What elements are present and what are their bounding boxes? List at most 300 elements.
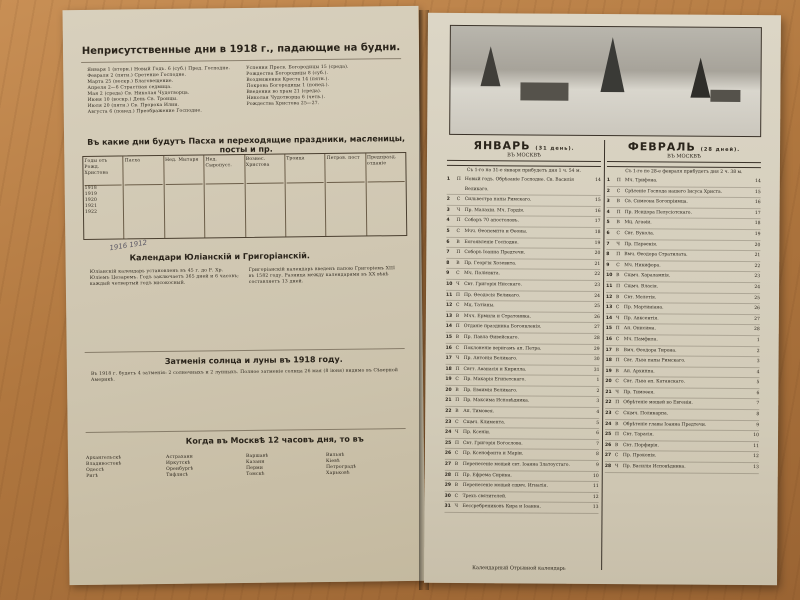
- new-style-date: 6: [756, 390, 760, 396]
- new-style-date: 29: [593, 346, 600, 352]
- new-style-date: 22: [594, 272, 601, 278]
- saints-text: Пр. Максима Исповѣдника.: [463, 398, 530, 404]
- new-style-date: 7: [756, 401, 760, 407]
- weekday: С: [454, 493, 459, 499]
- saints-text: Свтт. Аѳанасія и Кирилла.: [463, 366, 527, 373]
- tree-illustration: [480, 46, 500, 86]
- new-style-date: 14: [595, 177, 601, 183]
- day-number: 12: [605, 294, 613, 300]
- weekday: В: [616, 199, 621, 205]
- new-style-date: 3: [596, 399, 600, 405]
- weekday: С: [614, 453, 619, 459]
- saints-text: Пр. Евѳимія Великаго.: [463, 387, 518, 394]
- weekday: С: [616, 188, 621, 194]
- saints-text: Св. Симеона Богопріимца.: [624, 199, 688, 205]
- new-style-date: 20: [594, 251, 601, 257]
- day-number: 20: [605, 379, 612, 385]
- tree-illustration: [690, 58, 710, 98]
- easter-table-header: Троица: [286, 156, 324, 183]
- day-number: 5: [446, 228, 450, 234]
- february-column: [605, 140, 761, 474]
- city-name: Тифлисѣ: [166, 472, 189, 478]
- weekday: В: [455, 334, 460, 340]
- page-footer: Календарный Отрывной календарь: [472, 565, 566, 572]
- day-number: 15: [445, 334, 453, 340]
- saints-text: Свт. Вукола.: [624, 231, 655, 237]
- weekday: Ч: [456, 207, 461, 213]
- day-number: 8: [446, 260, 450, 266]
- weekday: П: [455, 398, 460, 404]
- text-line: Января 1 (вторн.) Новый Годъ. 6 (суб.) Пред. Господне.: [87, 66, 231, 73]
- weekday: В: [615, 294, 620, 300]
- weekday: В: [456, 239, 460, 245]
- weekday: П: [616, 209, 621, 215]
- city-name: Одессѣ: [86, 467, 105, 473]
- easter-table-header: Петров. пост: [327, 156, 365, 183]
- saints-text: Трехъ святителей.: [462, 493, 507, 500]
- day-number: 7: [606, 241, 610, 247]
- new-style-date: 1: [596, 378, 600, 384]
- weekday: С: [456, 271, 460, 277]
- saints-text: Сщмч. Поликарпа.: [623, 411, 669, 417]
- saints-text: Свт. Льва еп. Катанскаго.: [623, 379, 685, 385]
- saints-text: Ап. Онисима.: [623, 326, 656, 332]
- easter-table-header: Нед. Сыропуст.: [205, 157, 243, 184]
- new-style-date: 11: [592, 484, 599, 490]
- divider: [85, 348, 405, 353]
- column-divider: [601, 140, 605, 570]
- easter-table-column: [366, 153, 406, 235]
- saints-text: Свт. Григорія Нисскаго.: [464, 281, 522, 288]
- february-days-list: [605, 176, 761, 474]
- day-row: [445, 502, 599, 514]
- new-style-date: 21: [594, 261, 601, 267]
- calendars-text-right: Григоріанскій календарь введенъ папою Григоріемъ XIII въ 1582 году. Разница между календарями въ XX вѣкѣ составляетъ 13 дней.: [248, 266, 396, 285]
- month-subtitle: ВЪ МОСКВѢ: [667, 153, 701, 160]
- saints-text: Пр. Тимоѳея.: [623, 390, 655, 396]
- city-name: Казани: [246, 459, 265, 465]
- new-style-date: 25: [594, 304, 600, 310]
- day-number: 22: [445, 408, 452, 415]
- text-line: Покрова Богородицы 1 (понед.).: [246, 82, 330, 89]
- saints-text: Свт. Льва папы Римскаго.: [623, 358, 686, 364]
- day-number: 25: [444, 440, 452, 446]
- noon-city-table: [86, 452, 398, 480]
- saints-text: Пр. Мартиніана.: [623, 305, 664, 311]
- day-number: 19: [445, 377, 452, 383]
- hut-illustration: [520, 82, 568, 100]
- calendars-text-left: Юліанскій календарь установленъ въ 45 г. до Р. Хр. Юліемъ Цезаремъ. Годъ заключаетъ 365 дней и 6 часовъ; каждый четвертый годъ високосный.: [89, 268, 240, 287]
- weekday: П: [454, 440, 459, 446]
- saints-text: Мч. Памфила.: [623, 337, 658, 343]
- saints-text: Сщмч. Харалампія.: [624, 273, 671, 279]
- weekday: С: [455, 345, 460, 351]
- saints-text: Пр. Прокопія.: [622, 453, 657, 459]
- day-number: 21: [445, 398, 452, 404]
- new-style-date: 3: [756, 359, 760, 365]
- day-number: 4: [446, 218, 450, 224]
- saints-text: Соборъ Іоанна Предтечи.: [464, 250, 526, 256]
- day-row: [605, 462, 759, 474]
- new-style-date: 27: [594, 325, 600, 331]
- new-style-date: 24: [594, 293, 601, 299]
- weekday: П: [456, 250, 461, 256]
- day-number: 1: [446, 176, 450, 182]
- saints-text: Вмч. Ѳеодора Тирона.: [623, 347, 677, 354]
- city-name: Харьковѣ: [326, 470, 350, 477]
- saints-text: Отданіе праздника Богоявленія.: [463, 324, 542, 330]
- saints-text: Обрѣтеніе главы Іоанна Предтечи.: [623, 421, 707, 428]
- new-style-date: 17: [754, 210, 761, 216]
- saints-text: Сильвестра папы Римскаго.: [464, 197, 532, 203]
- left-page: [63, 6, 426, 585]
- easter-table-column: [204, 155, 245, 237]
- day-number: 11: [446, 292, 453, 298]
- new-style-date: 11: [753, 443, 759, 449]
- easter-table-column: [83, 156, 124, 238]
- easter-table-year: 1921: [84, 203, 98, 209]
- saints-text: Обрѣтеніе мощей во Евгеніи.: [623, 400, 693, 407]
- easter-table-year: 1919: [84, 191, 98, 197]
- day-number: 10: [606, 273, 613, 279]
- saints-text: Свт. Тарасія.: [623, 432, 654, 438]
- weekday: П: [456, 218, 461, 224]
- city-name: Томскѣ: [246, 471, 265, 477]
- saints-text: Новый годъ. Обрѣзаніе Господне. Св. Василія Великаго.: [464, 177, 574, 192]
- day-number: 30: [444, 493, 451, 499]
- weekday: Ч: [615, 389, 619, 395]
- new-style-date: 19: [594, 240, 601, 246]
- saints-text: Пр. Павла Ѳивейскаго.: [463, 334, 519, 341]
- eclipse-title: Затменія солнца и луны въ 1918 году.: [164, 354, 343, 366]
- new-style-date: 4: [596, 410, 600, 416]
- day-number: 23: [605, 411, 612, 417]
- weekday: В: [455, 387, 459, 393]
- saints-text: Перенесеніе мощей свт. Іоанна Златоустаго.: [462, 462, 570, 468]
- text-line: Николая Чудотворца 6 (четв.).: [246, 94, 326, 101]
- new-style-date: 10: [753, 433, 760, 439]
- day-number: 15: [605, 326, 613, 332]
- easter-table-header: Вознес. Христова: [246, 157, 284, 184]
- new-style-date: 22: [754, 263, 761, 269]
- easter-table-column: [124, 156, 165, 238]
- new-style-date: 25: [754, 295, 761, 301]
- weekday: В: [454, 483, 459, 489]
- weekday: В: [614, 442, 619, 448]
- text-line: Мая 2 (среда) Св. Николая Чудотворца.: [87, 90, 190, 97]
- new-style-date: 1: [756, 337, 760, 344]
- daylength-note: Съ 1-го по 31-е января прибудетъ дня 1 ч. 54 м.: [466, 168, 581, 174]
- day-number: 27: [444, 461, 452, 467]
- weekday: С: [615, 411, 619, 417]
- saints-text: Мч. Никифора.: [624, 262, 661, 269]
- new-style-date: 17: [594, 219, 601, 225]
- saints-text: Мц. Татіаны.: [463, 303, 495, 309]
- city-name: Перми: [246, 465, 264, 471]
- easter-table-title: Въ какие дни будутъ Пасха и переходящие праздники, масленицы, посты и пр.: [87, 134, 406, 155]
- holidays-left-column: [87, 66, 239, 116]
- text-line: Успения Пресв. Богородицы 15 (среда).: [246, 64, 349, 71]
- saints-text: Пр. Ксенофонта и Маріи.: [462, 451, 524, 457]
- city-name: Вильнѣ: [325, 452, 345, 459]
- new-style-date: 12: [592, 494, 599, 500]
- new-style-date: 28: [754, 327, 760, 333]
- weekday: П: [615, 326, 620, 332]
- divider: [81, 58, 401, 63]
- easter-table-column: [285, 154, 326, 236]
- easter-table-column: [245, 154, 286, 236]
- weekday: С: [455, 419, 459, 425]
- weekday: П: [456, 292, 460, 298]
- day-number: 18: [445, 366, 452, 372]
- saints-text: Мчч. Ермила и Стратоника.: [463, 313, 532, 320]
- new-style-date: 10: [593, 473, 599, 479]
- weekday: С: [616, 231, 620, 237]
- saints-text: Ап. Тимоѳея.: [463, 409, 495, 415]
- day-number: 28: [604, 464, 612, 470]
- easter-table-year: 1920: [84, 197, 98, 203]
- weekday: С: [456, 228, 460, 234]
- city-name: Ригѣ: [86, 473, 99, 479]
- january-days-list: [445, 175, 601, 514]
- city-name: Архангельскѣ: [85, 455, 122, 461]
- weekday: П: [615, 432, 620, 438]
- new-style-date: 6: [596, 431, 600, 437]
- day-number: 2: [446, 197, 450, 203]
- weekday: В: [455, 313, 460, 319]
- day-number: 29: [444, 483, 451, 489]
- month-title-january: ЯНВАРЬ (31 день).: [473, 139, 575, 153]
- new-style-date: 2: [756, 348, 760, 354]
- weekday: Ч: [614, 464, 619, 470]
- new-style-date: 18: [754, 221, 761, 227]
- weekday: П: [456, 176, 461, 183]
- new-style-date: 4: [756, 369, 760, 375]
- day-number: 14: [605, 315, 613, 321]
- saints-text: Пр. Ксеніи.: [463, 430, 491, 436]
- saints-text: Мч. Трифона.: [624, 178, 658, 184]
- new-style-date: 12: [753, 454, 759, 460]
- day-number: 24: [445, 430, 452, 436]
- saints-text: Поклоненіе веригамъ ап. Петра.: [463, 345, 542, 352]
- new-style-date: 15: [754, 189, 761, 195]
- weekday: В: [615, 368, 619, 374]
- new-style-date: 2: [596, 388, 600, 394]
- city-name: Иркутскѣ: [166, 460, 191, 466]
- day-number: 4: [606, 209, 610, 215]
- sunrise-sunset-box: [447, 160, 601, 167]
- new-style-date: 26: [594, 314, 600, 320]
- day-number: 3: [446, 207, 450, 213]
- new-style-date: 30: [593, 357, 600, 363]
- new-style-date: 13: [753, 465, 759, 471]
- day-number: 26: [604, 442, 612, 448]
- saints-text: Пр. Макарія Египетскаго.: [463, 377, 526, 383]
- easter-table-header: Нед. Мытаря: [165, 157, 203, 184]
- saints-text: Пр. Исидора Пелусіотскаго.: [624, 209, 692, 216]
- weekday: Ч: [455, 356, 460, 362]
- new-style-date: 18: [594, 229, 601, 235]
- day-number: 2: [606, 188, 610, 194]
- saints-text: Богоявленіе Господне.: [464, 239, 519, 245]
- day-number: 6: [446, 239, 450, 245]
- day-number: 27: [604, 453, 612, 459]
- text-line: Августа 6 (понед.) Преображение Господне.: [87, 108, 202, 115]
- holidays-title: Неприсутственные дни в 1918 г., падающие на будни.: [81, 42, 401, 57]
- saints-text: Мц. Агаѳіи.: [624, 220, 652, 226]
- saints-text: Вмч. Ѳеодора Стратилата.: [624, 252, 688, 258]
- saints-text: Свт. Григорія Богослова.: [462, 440, 523, 447]
- weekday: С: [455, 377, 459, 383]
- day-row: [447, 175, 601, 196]
- divider: [86, 428, 406, 433]
- text-line: Июня 10 (воскр.) День Св. Троицы.: [87, 96, 178, 103]
- new-style-date: 13: [592, 505, 599, 511]
- weekday: П: [616, 178, 621, 184]
- new-style-date: 7: [596, 441, 600, 447]
- city-name: Петроградѣ: [326, 464, 357, 471]
- weekday: С: [455, 303, 460, 309]
- day-number: 23: [445, 419, 452, 425]
- text-line: Марта 25 (воскр.) Благовещение.: [87, 78, 174, 85]
- weekday: С: [615, 379, 619, 385]
- weekday: П: [615, 400, 620, 406]
- new-style-date: 8: [596, 452, 599, 458]
- saints-text: Бессребрениковъ Кира и Іоанна.: [462, 504, 541, 510]
- text-line: Введения во храм 21 (среда).: [246, 89, 322, 95]
- easter-table-header: Пасха: [125, 158, 163, 185]
- day-number: 26: [444, 451, 452, 457]
- holidays-list: [87, 64, 398, 116]
- weekday: П: [616, 284, 621, 290]
- saints-text: Срѣтеніе Господа нашего Іисуса Христа.: [624, 188, 723, 195]
- new-style-date: 14: [755, 179, 761, 185]
- saints-text: Свт. Порфирія.: [622, 442, 659, 449]
- day-number: 7: [446, 250, 450, 256]
- day-number: 13: [605, 305, 613, 311]
- new-style-date: 23: [594, 282, 601, 288]
- january-column: [445, 139, 602, 514]
- saints-text: Пр. Антонія Великаго.: [463, 356, 518, 362]
- month-title-february: ФЕВРАЛЬ (28 дней).: [627, 140, 741, 154]
- new-style-date: 23: [754, 274, 761, 280]
- day-number: 18: [605, 358, 612, 364]
- text-line: Февраля 2 (пятн.) Сретение Господне.: [87, 72, 187, 79]
- easter-table-year: 1922: [84, 209, 98, 215]
- sunrise-sunset-box: [607, 161, 761, 168]
- saints-text: Пр. Василія Исповѣдника.: [622, 464, 686, 470]
- holidays-right-column: [246, 64, 398, 114]
- weekday: П: [616, 252, 621, 258]
- saints-text: Свт. Мелетія.: [623, 294, 657, 300]
- new-style-date: 9: [756, 422, 760, 428]
- weekday: Ч: [455, 430, 459, 436]
- weekday: С: [456, 197, 461, 203]
- easter-table-header: Годы отъ Рожд. Христова: [84, 158, 122, 185]
- calendars-text: [90, 266, 400, 288]
- day-number: 11: [606, 283, 613, 290]
- weekday: В: [615, 421, 619, 427]
- day-number: 6: [606, 230, 610, 237]
- noon-table-title: Когда въ Москвѣ 12 часовъ дня, то въ: [185, 434, 364, 446]
- easter-table-column: [326, 154, 367, 236]
- day-number: 17: [605, 347, 612, 353]
- text-line: Рождества Христова 25—27.: [246, 101, 320, 107]
- new-style-date: 28: [593, 335, 600, 341]
- new-style-date: 15: [594, 198, 601, 204]
- weekday: П: [615, 358, 620, 364]
- saints-text: Пр. Ѳеодосія Великаго.: [464, 292, 521, 298]
- weekday: Ч: [615, 315, 620, 321]
- day-number: 3: [606, 199, 610, 205]
- day-number: 28: [444, 472, 452, 478]
- saints-text: Соборъ 70 апостоловъ.: [464, 218, 519, 224]
- new-style-date: 21: [754, 253, 761, 259]
- saints-text: Перенесеніе мощей сщмч. Игнатія.: [462, 483, 548, 489]
- day-number: 17: [445, 355, 452, 362]
- tree-illustration: [600, 37, 624, 92]
- easter-table: [82, 152, 407, 240]
- saints-text: Сщмч. Климента.: [463, 419, 506, 425]
- new-style-date: 31: [593, 367, 600, 373]
- day-number: 12: [445, 303, 453, 309]
- new-style-date: 24: [754, 284, 761, 291]
- weekday: В: [455, 409, 459, 415]
- new-style-date: 26: [754, 306, 760, 312]
- text-line: Воздвижения Креста 14 (пятн.).: [246, 76, 330, 83]
- new-style-date: 27: [754, 316, 760, 322]
- weekday: В: [456, 260, 460, 266]
- calendars-title: Календари Юліанскій и Григоріанскій.: [129, 251, 310, 263]
- city-name: Оренбургѣ: [166, 466, 194, 472]
- new-style-date: 20: [754, 242, 761, 248]
- new-style-date: 9: [595, 462, 599, 469]
- right-page: [424, 13, 781, 585]
- saints-text: Пр. Парѳенія.: [624, 241, 658, 247]
- day-number: 22: [605, 400, 612, 406]
- new-style-date: 8: [756, 412, 760, 418]
- eclipse-text: Въ 1918 г. будетъ 4 затменія: 2 солнечныхъ и 2 лунныхъ. Полное затменіе солнца 26 мая (8 іюня) видимо въ Сѣверной Америкѣ.: [90, 368, 399, 383]
- new-style-date: 5: [756, 380, 760, 386]
- day-number: 9: [446, 271, 450, 277]
- easter-table-header: Предпразд. отданіе: [367, 155, 405, 182]
- day-number: 24: [605, 421, 612, 427]
- weekday: В: [616, 273, 620, 279]
- day-number: 16: [605, 336, 613, 342]
- saints-text: Мч. Полієвкта.: [464, 271, 501, 277]
- city-name: Кіевѣ: [326, 458, 340, 465]
- day-number: 8: [606, 252, 610, 258]
- text-line: Рождества Богородицы 8 (суб.).: [246, 70, 329, 77]
- city-name: Варшавѣ: [245, 453, 269, 459]
- weekday: П: [455, 324, 460, 330]
- day-number: 16: [445, 345, 452, 351]
- city-name: Астрахани: [165, 454, 194, 460]
- saints-text: Пр. Авксентія.: [623, 315, 659, 322]
- day-number: 14: [445, 324, 453, 330]
- weekday: С: [616, 262, 620, 268]
- text-line: Апреля 2—6 Страстная седмица.: [87, 84, 172, 91]
- day-number: 25: [605, 432, 612, 438]
- weekday: Ч: [456, 281, 460, 287]
- new-style-date: 19: [754, 232, 761, 238]
- weekday: Ч: [616, 241, 620, 247]
- daylength-note: Съ 1-го по 28-е февраля прибудетъ дня 2 ч. 38 м.: [625, 169, 743, 175]
- month-subtitle: ВЪ МОСКВѢ: [507, 152, 541, 159]
- weekday: П: [455, 366, 460, 372]
- weekday: С: [615, 336, 620, 343]
- winter-landscape-engraving: [449, 25, 762, 137]
